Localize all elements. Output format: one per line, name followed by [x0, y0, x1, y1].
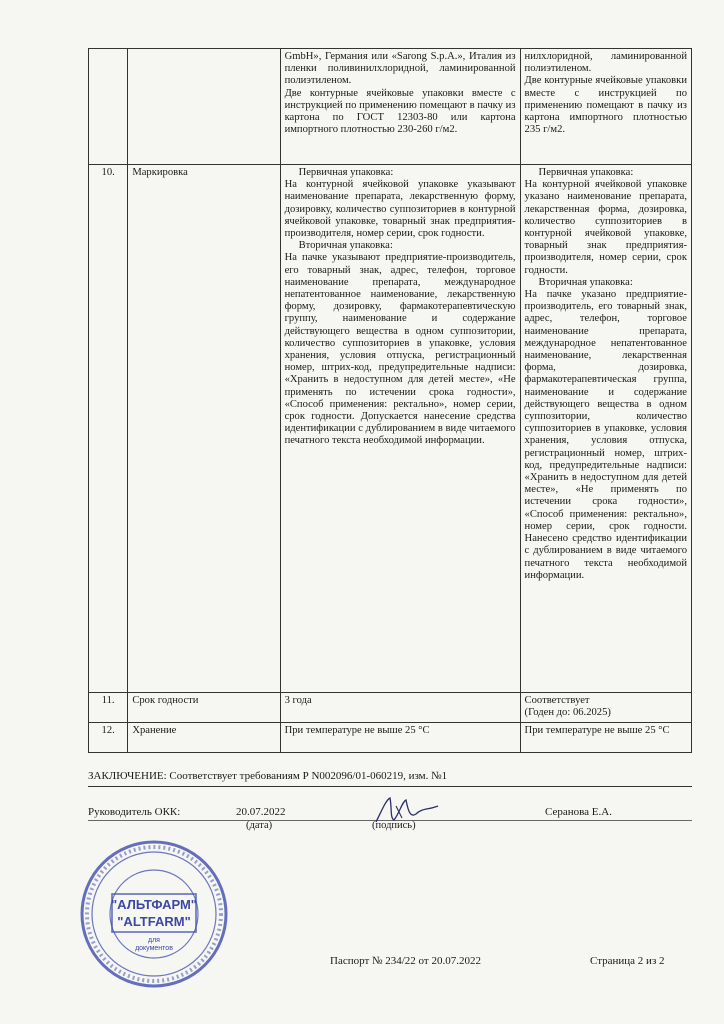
spec-cell [280, 49, 520, 165]
result-cell [520, 693, 691, 723]
table-row [89, 49, 692, 165]
row-number-cell: 11. [89, 693, 128, 723]
seal-text: документов [135, 945, 173, 952]
seal-text: для [148, 937, 160, 944]
sign-date: 20.07.2022 [236, 806, 286, 818]
spec-heading: Вторичная упаковка: [298, 240, 393, 252]
result-text: На пачке указано предприятие-производитель, его товарный знак, адрес, телефон, торговое наименование препарата, международное непатентованное наименование, лекарственная форма, дозировка, фармакотерапевтическая группа, наименование и содержание действующего вещества в одном суппозитории, количество суппозиториев в упаковке, условия хранения, условия отпуска, регистрационный номер, штрих-код, предупредительные надписи: «Хранить в недоступном для детей месте», «Не применять по истечении срока годности», «Способ применения: ректально», номер серии, срок годности. Нанесено средство идентификации с дублированием в виде читаемого печатного текста необходимой информации. [524, 289, 687, 581]
result-heading: Вторичная упаковка: [538, 276, 633, 288]
signer-name: Серанова Е.А. [545, 806, 612, 818]
spec-cell [280, 165, 520, 693]
row-number-cell: 12. [89, 723, 128, 753]
signature-caption: (подпись) [372, 820, 416, 831]
date-caption: (дата) [246, 820, 273, 831]
parameter-cell: Маркировка [128, 165, 280, 693]
conclusion: ЗАКЛЮЧЕНИЕ: Соответствует требованиям Р N002096/01-060219, изм. №1 [88, 770, 448, 782]
result-cell [520, 49, 691, 165]
table-row [89, 165, 692, 693]
spec-table [88, 48, 692, 753]
spec-text: На пачке указывают предприятие-производитель, его товарный знак, адрес, телефон, торговое наименование препарата, международное непатентованное наименование, лекарственную форму, дозировку, фармакотерапевтическую группу, наименование и содержание действующего вещества в одном суппозитории, количество суппозиториев в упаковке, условия хранения, условия отпуска, регистрационный номер, штрих-код, предупредительные надписи: «Хранить в недоступном для детей месте», «Не применять по истечении срока годности», «Способ применения: ректально», номер серии, срок годности. Допускается нанесение средства идентификации с дублированием в виде читаемого печатного текста необходимой информации. [284, 252, 516, 447]
table-row [89, 693, 692, 723]
spec-text: На контурной ячейковой упаковке указывают наименование препарата, лекарственную форму, дозировку, количество суппозиториев в контурной ячейковой упаковке, товарный знак предприятия-производителя, номер серии, срок годности. [284, 179, 516, 240]
result-text: (Годен до: 06.2025) [524, 707, 611, 719]
seal-text: "АЛЬТФАРМ" [111, 897, 197, 912]
divider [88, 786, 692, 787]
result-text: Две контурные ячейковые упаковки вместе с инструкцией по применению помещают в пачку из картона импортного плотностью 235 г/м2. [524, 75, 687, 136]
result-text: нилхлоридной, ламинированной полиэтиленом. [524, 51, 687, 75]
result-cell [520, 165, 691, 693]
spec-text: GmbH», Германия или «Sarong S.p.A.», Италия из пленки поливинилхлоридной, ламинированной полиэтиленом. [284, 51, 516, 87]
spec-cell: 3 года [280, 693, 520, 723]
parameter-cell: Хранение [128, 723, 280, 753]
result-heading: Первичная упаковка: [538, 167, 634, 178]
row-number-cell: 10. [89, 165, 128, 693]
row-number-cell [89, 49, 128, 165]
page-number: Страница 2 из 2 [590, 955, 665, 967]
table-row [89, 723, 692, 753]
company-seal [78, 838, 230, 990]
handwritten-signature [372, 792, 442, 826]
result-text: Соответствует [524, 695, 590, 706]
result-cell: При температуре не выше 25 °С [520, 723, 691, 753]
spec-heading: Первичная упаковка: [298, 167, 394, 178]
spec-cell: При температуре не выше 25 °С [280, 723, 520, 753]
spec-text: Две контурные ячейковые упаковки вместе с инструкцией по применению помещают в пачку из картона по ГОСТ 12303-80 или картона импортного плотностью 230-260 г/м2. [284, 87, 516, 136]
passport-number: Паспорт № 234/22 от 20.07.2022 [330, 955, 481, 967]
parameter-cell [128, 49, 280, 165]
seal-text: "ALTFARM" [117, 914, 191, 929]
signer-role: Руководитель ОКК: [88, 806, 181, 818]
result-text: На контурной ячейковой упаковке указано наименование препарата, лекарственная форма, дозировка, количество суппозиториев в контурной ячейковой упаковке, товарный знак предприятия-производителя, номер серии, срок годности. [524, 179, 687, 276]
parameter-cell: Срок годности [128, 693, 280, 723]
